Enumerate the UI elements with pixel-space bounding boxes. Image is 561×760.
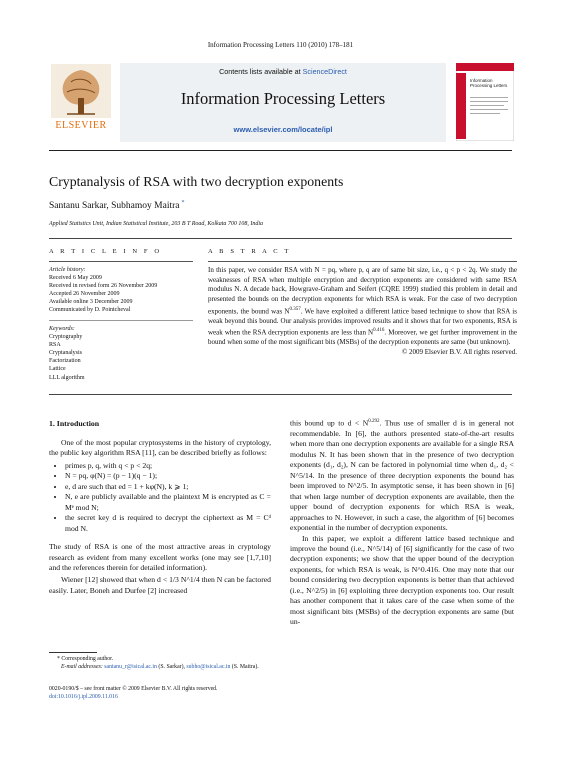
sciencedirect-link[interactable]: ScienceDirect: [302, 67, 347, 76]
intro-paragraph: One of the most popular cryptosystems in the history of cryptology, the public key algorithm RSA [11], can be described briefly as follows:: [49, 438, 271, 458]
abstract-bottom-rule: [49, 394, 512, 395]
journal-cover: [456, 63, 514, 141]
list-item: • the secret key d is required to decrypt the ciphertext as M = Cᵈ mod N.: [65, 513, 271, 534]
paragraph-part: Wiener [12] showed that when d <: [61, 575, 170, 585]
title-rule: [49, 238, 512, 239]
intro-heading: 1. Introduction: [49, 419, 100, 428]
keyword-item: LLL algorithm: [49, 374, 85, 381]
intro-left-column: [49, 438, 271, 596]
history-item: Available online 3 December 2009: [49, 299, 133, 306]
cover-title: Information Processing Letters: [470, 78, 512, 88]
intro-paragraph: The study of RSA is one of the most attractive areas in cryptology research as evident from many excellent works (one may see [1,7,10] and the references therein for detailed information).: [49, 542, 271, 572]
keyword-item: Cryptography: [49, 334, 83, 341]
list-item: • N = pq, φ(N) = (p − 1)(q − 1);: [65, 471, 271, 481]
paragraph-part: . Thus use of smaller d is in general not recommendable. In [6], the authors presented state-of-the-art results when more than one decryption exponents are available for a single RSA modulus N. It has been shown that in the presence of two decryption exponents (d₁, d₂), N can be factored in polynomial time when d₁, d₂ < N^5/14. In the presence of three decryption exponents the bound has been improved to N^2/5. In asymptotic sense, it has been shown in [6] that when large number of decryption exponents are available, then the upper bound of decryption exponents for which RSA is weak, approaches to N. However, in such a case, the algorithm of [6] becomes exponential in the number of decryption exponents.: [290, 418, 514, 533]
footnote-mark: *: [57, 656, 60, 662]
abstract-exponent: 0.357: [289, 306, 301, 312]
intro-paragraph: In this paper, we exploit a different lattice based technique and improve the bound (i.e., N^5/14) of [6] significantly for the case of two decryption exponents; we show that the upper bound of the decryption exponents, for which RSA is weak, is N^0.416. One may note that our bound considering two decryption exponents is better than that achieved (i.e., N^2/5) in [6] exploiting three decryption exponents too. Our result has another component that it takes care of the case when some of the most significant bits (MSBs) of the decryption exponents are same (but un-: [290, 533, 514, 627]
history-label: Article history:: [49, 267, 86, 273]
journal-url-link[interactable]: www.elsevier.com/locate/ipl: [233, 125, 333, 134]
keyword-item: RSA: [49, 342, 61, 349]
page-footer: [49, 685, 309, 701]
wiener-bound: 1/3 N^1/4: [169, 575, 200, 585]
keywords-rule: [49, 320, 193, 321]
doi-link[interactable]: doi:10.1016/j.ipl.2009.11.016: [49, 694, 118, 700]
abstract-exponent: 0.416: [373, 328, 385, 334]
affiliation: Applied Statistics Unit, Indian Statistical Institute, 203 B T Road, Kolkata 700 108, India: [49, 221, 264, 227]
email-link[interactable]: subho@isical.ac.in: [186, 664, 231, 670]
abstract-part: . We have exploited a different lattice based technique to show that RSA is weak beyond this bound. Our analysis provides improved results and it shows that for two exponents, RSA is weak when the RSA decryption exponents are less than N: [208, 306, 517, 337]
keywords-block: [49, 325, 199, 382]
footnote: [49, 655, 271, 671]
paragraph-part: this bound up to d < N: [290, 418, 369, 428]
history-item: Received 6 May 2009: [49, 275, 102, 282]
article-info-heading: A R T I C L E I N F O: [49, 248, 162, 255]
contents-prefix: Contents lists available at: [219, 67, 303, 76]
abstract-part: In this paper, we consider RSA with N = pq, where p, q are of same bit size, i.e., q < p < 2q. We study the weaknesses of RSA when multiple encryption and decryption exponents are considered with same RSA modulus N. A decade back, Howgrave-Graham and Seifert (CQRE 1999) studied this problem in detail and presented the bounds on the decryption exponents for which RSA is weak. For the case of two decryption exponents, the bound was N: [208, 266, 517, 315]
history-item: Communicated by D. Pointcheval: [49, 307, 131, 314]
abstract-heading: A B S T R A C T: [208, 248, 291, 255]
keyword-item: Cryptanalysis: [49, 350, 82, 357]
list-item: • e, d are such that ed = 1 + kφ(N), k ⩾ 1;: [65, 482, 271, 492]
journal-cover-image: [456, 63, 514, 141]
history-item: Accepted 26 November 2009: [49, 291, 120, 298]
paper-title: Cryptanalysis of RSA with two decryption exponents: [49, 174, 344, 189]
authors: [49, 200, 184, 211]
history-item: Received in revised form 26 November 2009: [49, 283, 158, 290]
keywords-label: Keywords:: [49, 326, 75, 332]
corresponding-author-mark[interactable]: *: [181, 200, 185, 206]
keyword-item: Lattice: [49, 366, 66, 373]
rsa-steps-list: [49, 461, 271, 534]
elsevier-logo: [49, 62, 113, 134]
intro-right-column: [290, 417, 514, 628]
journal-title: Information Processing Letters: [180, 89, 386, 108]
email-owner: (S. Maitra).: [231, 664, 259, 670]
footnote-label: Corresponding author.: [61, 656, 114, 662]
article-history-block: [49, 266, 199, 315]
issn-line: 0020-0190/$ – see front matter © 2009 Elsevier B.V. All rights reserved.: [49, 686, 218, 692]
list-item: • primes p, q, with q < p < 2q;: [65, 461, 271, 471]
intro-paragraph: [49, 575, 271, 596]
header-rule: [49, 150, 512, 151]
paragraph-part: then N can be factored easily. Later, Boneh and Durfee [2] increased: [49, 575, 271, 595]
abstract-part: . Moreover, we get further improvement in the bound when some of the most significant bits (MSBs) of the decryption exponents are same (but unknown).: [208, 328, 517, 347]
footnote-rule: [49, 652, 97, 653]
email-label: E-mail addresses:: [61, 664, 103, 670]
running-head: Information Processing Letters 110 (2010) 178–181: [207, 41, 354, 49]
bound-exponent: 0.292: [368, 419, 380, 424]
article-info-rule: [49, 261, 193, 262]
intro-paragraph: [290, 417, 514, 534]
abstract-copyright: © 2009 Elsevier B.V. All rights reserved.: [401, 347, 517, 356]
contents-line: [120, 67, 446, 76]
email-link[interactable]: santanu_r@isical.ac.in: [104, 664, 157, 670]
email-owner: (S. Sarkar),: [158, 664, 185, 670]
author-names: Santanu Sarkar, Subhamoy Maitra: [49, 201, 180, 212]
list-item: • N, e are publicly available and the plaintext M is encrypted as C = Mᵉ mod N;: [65, 492, 271, 513]
abstract-text: [208, 266, 517, 358]
keyword-item: Factorization: [49, 358, 81, 365]
abstract-rule: [208, 261, 517, 262]
publisher-logo-text: ELSEVIER: [55, 120, 107, 131]
